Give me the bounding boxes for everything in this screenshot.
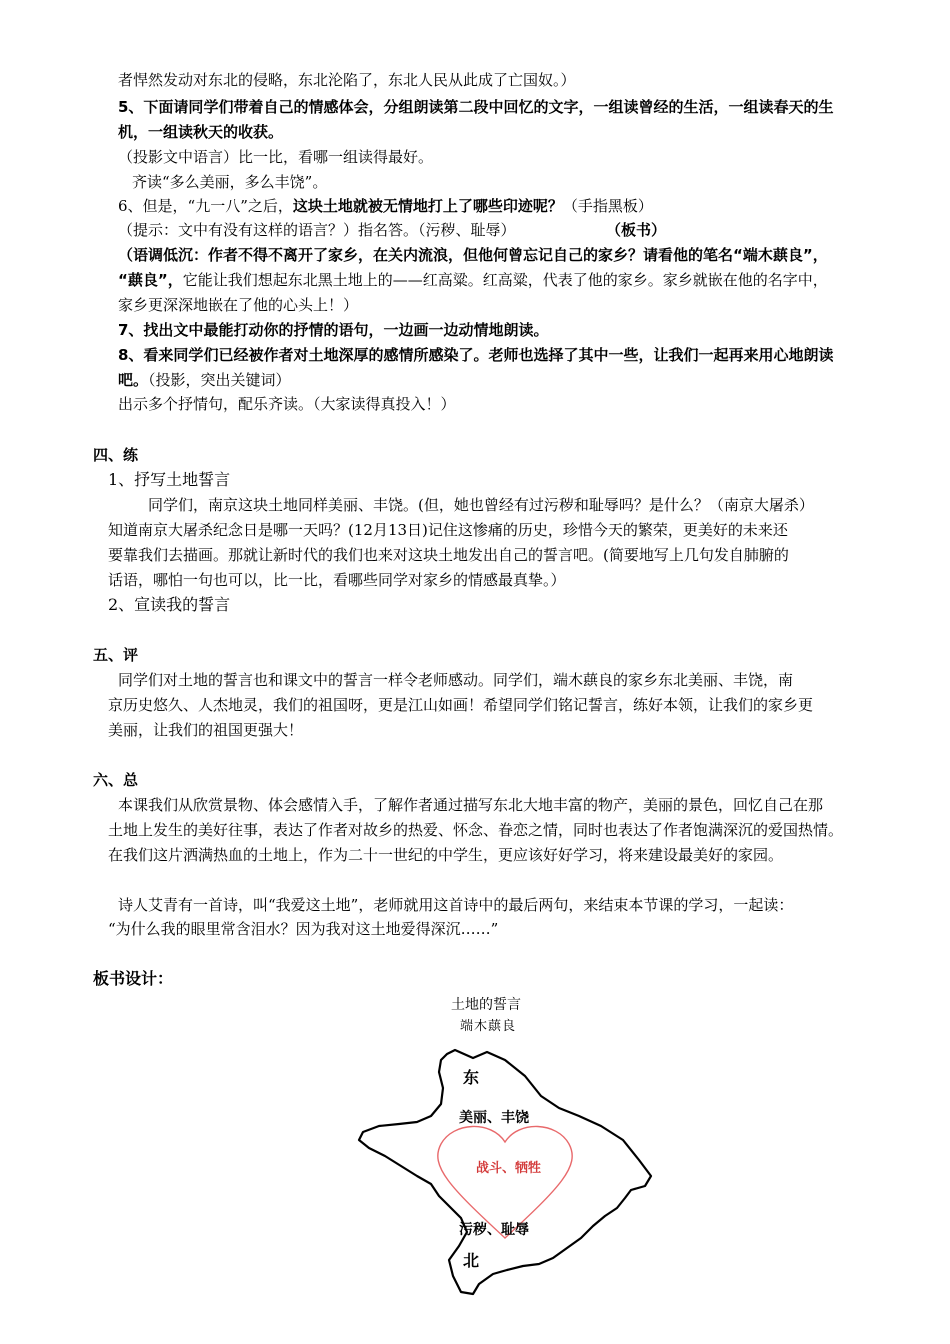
- text-span: （语调低沉：: [118, 246, 209, 264]
- board-word-beautiful: 美丽、丰饶: [459, 1110, 529, 1126]
- text-line: 7、找出文中最能打动你的抒情的语句，一边画一边动情地朗读。: [118, 321, 549, 339]
- text-line: 齐读“多么美丽，多么丰饶”。: [132, 173, 328, 191]
- text-line: [118, 195, 653, 217]
- text-line: [118, 244, 828, 266]
- board-top-word: 东: [463, 1068, 480, 1087]
- subheading: 2、宣读我的誓言: [108, 595, 231, 614]
- text-line: 知道南京大屠杀纪念日是哪一天吗？(12月13日)记住这惨痛的历史，珍惜今天的繁荣，更美好的未来还: [108, 521, 788, 539]
- text-span: 作者不得不离开了家乡，在关内流浪，但他何曾忘记自己的家乡？请看他的笔名“端木蕻良”，: [208, 246, 828, 264]
- board-title: 土地的誓言: [451, 997, 521, 1013]
- text-line: （板书）: [606, 221, 667, 239]
- text-line: 出示多个抒情句，配乐齐读。（大家读得真投入！）: [118, 395, 456, 413]
- text-span: 6、但是，“九一八”之后，: [118, 197, 293, 215]
- northeast-map-diagram: [355, 1048, 655, 1298]
- text-line: “为什么我的眼里常含泪水？因为我对这土地爱得深沉……”: [108, 920, 499, 938]
- board-heading: 板书设计：: [93, 969, 174, 988]
- text-line: 家乡更深深地嵌在了他的心头上！）: [118, 296, 359, 314]
- board-heart-word: 战斗、牺牲: [476, 1161, 542, 1176]
- text-line: （投影文中语言）比一比，看哪一组读得最好。: [118, 148, 434, 166]
- text-line: 同学们，南京这块土地同样美丽、丰饶。(但，她也曾经有过污秽和耻辱吗？是什么？（南京大屠杀）: [148, 496, 814, 514]
- section-heading: 五、评: [93, 646, 139, 664]
- text-line: 5、下面请同学们带着自己的情感体会，分组朗读第二段中回忆的文字，一组读曾经的生活，一组读春天的生: [118, 98, 834, 116]
- subheading: 1、抒写土地誓言: [108, 470, 231, 489]
- text-line: 者悍然发动对东北的侵略，东北沦陷了，东北人民从此成了亡国奴。）: [118, 71, 576, 89]
- board-author: 端木蕻良: [460, 1019, 517, 1034]
- board-word-humiliation: 污秽、耻辱: [459, 1222, 529, 1238]
- text-line: 话语，哪怕一句也可以，比一比，看哪些同学对家乡的情感最真挚。）: [108, 571, 566, 589]
- text-line: 诗人艾青有一首诗，叫“我爱这土地”，老师就用这首诗中的最后两句，来结束本节课的学习，一起读：: [118, 896, 794, 914]
- text-line: [118, 269, 828, 291]
- text-span: （手指黑板）: [562, 197, 653, 215]
- text-line: 本课我们从欣赏景物、体会感情入手，了解作者通过描写东北大地丰富的物产，美丽的景色，回忆自己在那: [118, 796, 824, 814]
- text-line: 机，一组读秋天的收获。: [118, 123, 284, 141]
- text-span: 它能让我们想起东北黑土地上的——红高粱。红高粱，代表了他的家乡。家乡就嵌在他的名字中，: [182, 271, 828, 289]
- board-bottom-word: 北: [463, 1251, 480, 1270]
- text-line: 要靠我们去描画。那就让新时代的我们也来对这块土地发出自己的誓言吧。(简要地写上几句发自肺腑的: [108, 546, 789, 564]
- text-span: “蕻良”，: [118, 271, 183, 289]
- text-span: 这块土地就被无情地打上了哪些印迹呢？: [292, 197, 563, 215]
- text-line: 在我们这片洒满热血的土地上，作为二十一世纪的中学生，更应该好好学习，将来建设最美好的家园。: [108, 846, 784, 864]
- text-line: （提示：文中有没有这样的语言？）指名答。（污秽、耻辱）: [118, 221, 516, 239]
- text-line: 同学们对土地的誓言也和课文中的誓言一样令老师感动。同学们，端木蕻良的家乡东北美丽、丰饶，南: [118, 671, 794, 689]
- text-line: 美丽，让我们的祖国更强大！: [108, 721, 304, 739]
- text-line: 8、看来同学们已经被作者对土地深厚的感情所感染了。老师也选择了其中一些，让我们一起再来用心地朗读: [118, 346, 834, 364]
- text-line: 土地上发生的美好往事，表达了作者对故乡的热爱、怀念、眷恋之情，同时也表达了作者饱满深沉的爱国热情。: [108, 821, 844, 839]
- text-span: （投影，突出关键词）: [148, 371, 291, 389]
- text-line: 京历史悠久、人杰地灵，我们的祖国呀，更是江山如画！希望同学们铭记誓言，练好本领，让我们的家乡更: [108, 696, 814, 714]
- section-heading: 六、总: [93, 771, 139, 789]
- text-span: 吧。: [118, 371, 149, 389]
- text-line: [118, 369, 291, 391]
- section-heading: 四、练: [93, 446, 139, 464]
